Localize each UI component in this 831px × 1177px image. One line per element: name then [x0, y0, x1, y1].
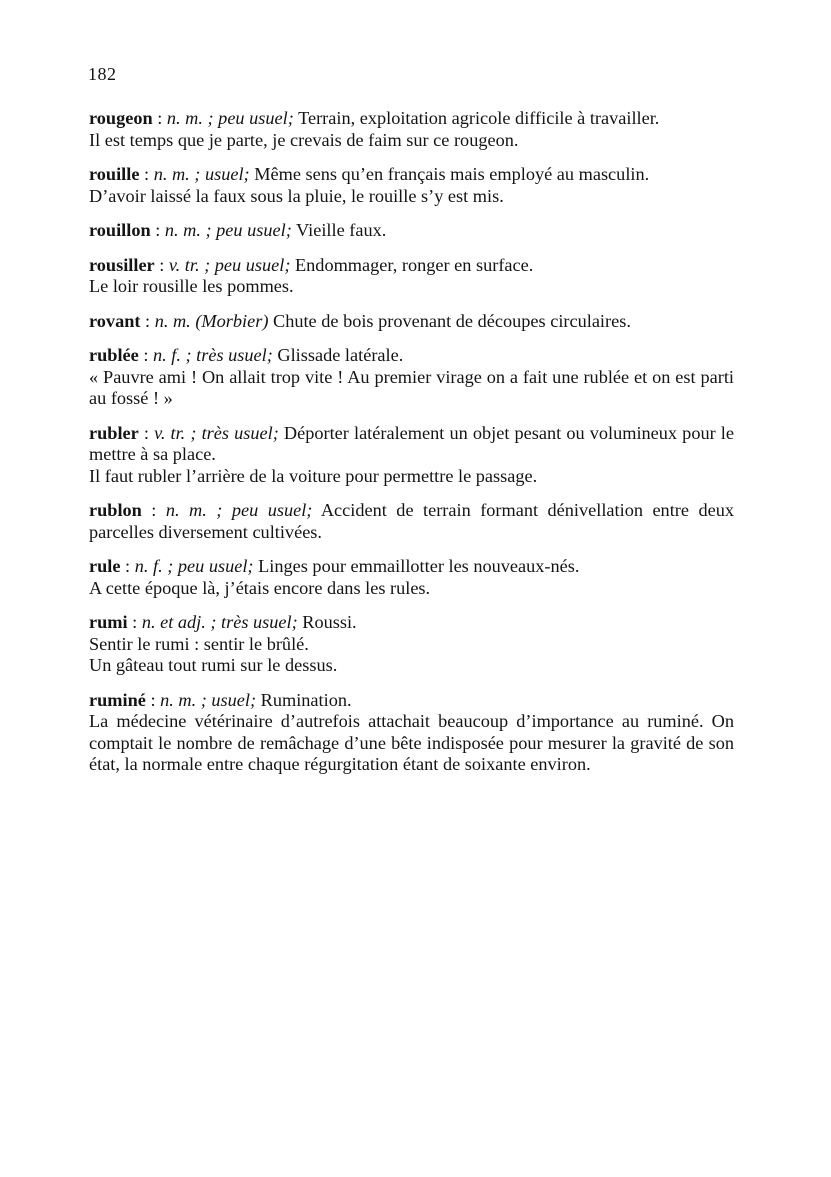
entry-definition-line: [89, 423, 734, 466]
entry-definition-line: [89, 556, 734, 578]
dictionary-entry: [89, 220, 734, 242]
entry-separator: :: [139, 164, 154, 184]
entry-headword: rouillon: [89, 220, 151, 240]
entry-grammar: n. m. ; peu usuel;: [166, 108, 294, 128]
entry-definition: Chute de bois provenant de découpes circulaires.: [268, 310, 631, 331]
dictionary-entry: [89, 255, 734, 298]
dictionary-entry: [89, 345, 734, 410]
entry-grammar: n. m. ; peu usuel;: [164, 220, 292, 240]
entry-headword: ruminé: [89, 689, 146, 710]
entry-example: D’avoir laissé la faux sous la pluie, le rouille s’y est mis.: [89, 185, 504, 206]
entry-separator: :: [140, 310, 155, 331]
entry-definition: Terrain, exploitation agricole difficile à travailler.: [293, 108, 660, 128]
entry-headword: rublon: [89, 500, 142, 520]
entry-separator: :: [120, 556, 135, 576]
dictionary-entry: [89, 556, 734, 599]
entry-grammar: n. et adj. ; très usuel;: [141, 612, 298, 632]
entry-definition-line: [89, 164, 734, 186]
entry-definition: Linges pour emmaillotter les nouveaux-nés.: [253, 556, 580, 576]
entry-headword: rousiller: [89, 254, 155, 275]
entry-grammar: v. tr. ; très usuel;: [154, 422, 279, 443]
entry-headword: rubler: [89, 422, 139, 443]
entry-example: Il faut rubler l’arrière de la voiture pour permettre le passage.: [89, 465, 538, 486]
entry-example: Un gâteau tout rumi sur le dessus.: [89, 655, 338, 675]
entry-headword: rumi: [89, 612, 128, 632]
dictionary-entry: [89, 108, 734, 151]
entry-example: « Pauvre ami ! On allait trop vite ! Au premier virage on a fait une rublée et on est parti au fossé ! »: [89, 366, 734, 408]
entry-example: Sentir le rumi : sentir le brûlé.: [89, 633, 309, 654]
dictionary-entries: [89, 108, 734, 789]
entry-definition: Accident de terrain formant dénivellation entre deux parcelles diversement cultivées.: [89, 500, 734, 542]
entry-definition-line: [89, 345, 734, 367]
entry-separator: :: [127, 612, 142, 632]
entry-definition: Même sens qu’en français mais employé au masculin.: [249, 164, 650, 184]
entry-headword: rovant: [89, 310, 141, 331]
entry-example: Le loir rousille les pommes.: [89, 276, 294, 296]
page-number: 182: [88, 64, 117, 84]
entry-separator: :: [138, 345, 153, 365]
entry-grammar: n. m. ; peu usuel;: [165, 500, 313, 520]
entry-grammar: n. m. ; usuel;: [160, 689, 257, 710]
entry-definition-line: [89, 612, 734, 634]
entry-separator: :: [145, 689, 161, 710]
entry-grammar: n. m. ; usuel;: [153, 164, 250, 184]
entry-separator: :: [152, 108, 167, 128]
entry-grammar: n. f. ; très usuel;: [153, 345, 273, 365]
entry-definition-line: [89, 108, 734, 130]
entry-headword: rublée: [89, 345, 139, 365]
dictionary-entry: [89, 612, 734, 677]
entry-grammar: v. tr. ; peu usuel;: [168, 254, 291, 275]
entry-definition: Roussi.: [297, 612, 357, 632]
entry-example: Il est temps que je parte, je crevais de faim sur ce rougeon.: [89, 129, 519, 150]
dictionary-entry: [89, 423, 734, 488]
entry-example: La médecine vétérinaire d’autrefois attachait beaucoup d’importance au ruminé. On comptait le nombre de remâchage d’une bête indisposée pour mesurer la gravité de son état, la normale entre chaque régurgitation étant de soixante environ.: [89, 711, 734, 774]
entry-definition-line: [89, 255, 734, 277]
entry-headword: rouille: [89, 164, 140, 184]
entry-example: A cette époque là, j’étais encore dans les rules.: [89, 577, 431, 598]
entry-headword: rougeon: [89, 108, 153, 128]
entry-separator: :: [150, 220, 165, 240]
entry-separator: :: [141, 500, 166, 520]
entry-definition: Vieille faux.: [291, 220, 387, 240]
dictionary-entry: [89, 690, 734, 776]
dictionary-entry: [89, 164, 734, 207]
entry-definition: Déporter latéralement un objet pesant ou volumineux pour le mettre à sa place.: [89, 422, 734, 464]
entry-definition-line: [89, 690, 734, 712]
dictionary-entry: [89, 500, 734, 543]
entry-grammar: n. m. (Morbier): [154, 310, 269, 331]
entry-definition-line: [89, 311, 734, 333]
entry-separator: :: [154, 254, 169, 275]
entry-definition-line: [89, 220, 734, 242]
entry-definition: Endommager, ronger en surface.: [290, 254, 534, 275]
entry-headword: rule: [89, 556, 121, 576]
entry-separator: :: [138, 422, 155, 443]
entry-definition: Rumination.: [256, 689, 352, 710]
dictionary-entry: [89, 311, 734, 333]
entry-definition: Glissade latérale.: [272, 345, 404, 365]
entry-definition-line: [89, 500, 734, 543]
entry-grammar: n. f. ; peu usuel;: [134, 556, 254, 576]
